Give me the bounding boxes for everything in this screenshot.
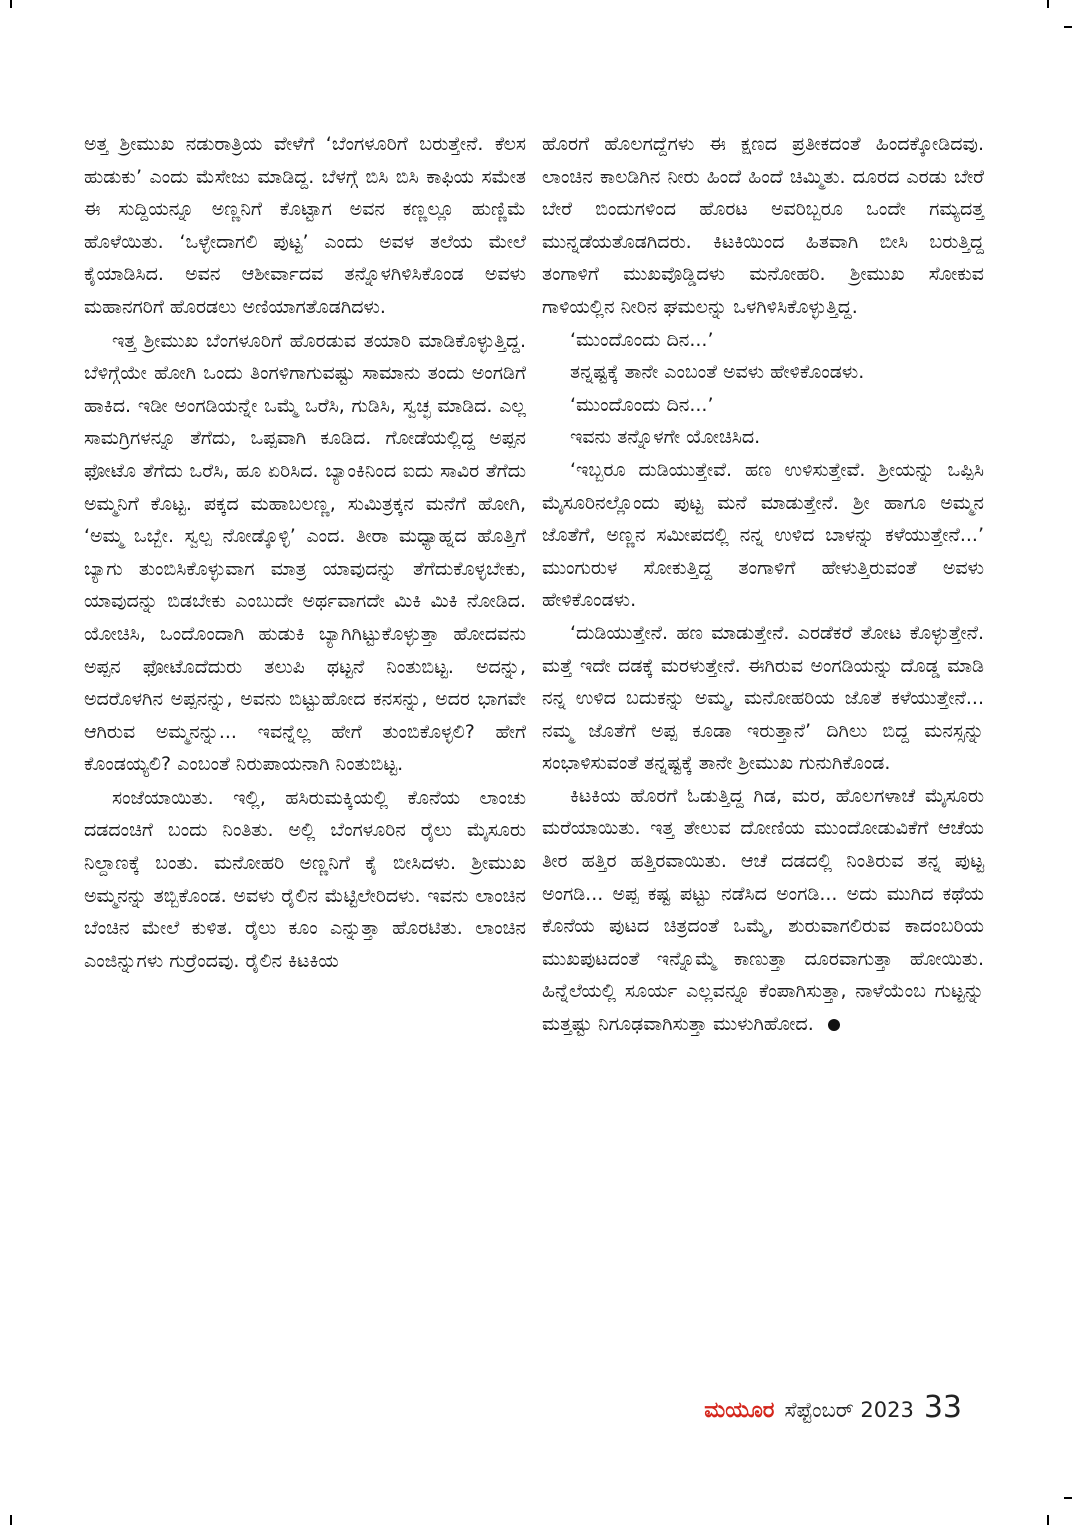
paragraph: ‘ದುಡಿಯುತ್ತೇನೆ. ಹಣ ಮಾಡುತ್ತೇನೆ. ಎರಡೆಕರೆ ತೋಟ ಕೊಳ್ಳುತ್ತೇನೆ. ಮತ್ತೆ ಇದೇ ದಡಕ್ಕೆ ಮರಳುತ್ತೇನೆ. ಈಗಿರುವ ಅಂಗಡಿಯನ್ನು ದೊಡ್ಡ ಮಾಡಿ ನನ್ನ ಉಳಿದ ಬದುಕನ್ನು ಅಮ್ಮ, ಮನೋಹರಿಯ ಜೊತೆ ಕಳೆಯುತ್ತೇನೆ... ನಮ್ಮ ಜೊತೆಗೆ ಅಪ್ಪ ಕೂಡಾ ಇರುತ್ತಾನೆ’ ದಿಗಿಲು ಬಿದ್ದ ಮನಸ್ಸನ್ನು ಸಂಭಾಳಿಸುವಂತೆ ತನ್ನಷ್ಟಕ್ಕೆ ತಾನೇ ಶ್ರೀಮುಖ ಗುನುಗಿಕೊಂಡ. [542, 621, 984, 775]
paragraph: ‘ಇಬ್ಬರೂ ದುಡಿಯುತ್ತೇವೆ. ಹಣ ಉಳಿಸುತ್ತೇವೆ. ಶ್ರೀಯನ್ನು ಒಪ್ಪಿಸಿ ಮೈಸೂರಿನಲ್ಲೊಂದು ಪುಟ್ಟ ಮನೆ ಮಾಡುತ್ತೇನೆ. ಶ್ರೀ ಹಾಗೂ ಅಮ್ಮನ ಜೊತೆಗೆ, ಅಣ್ಣನ ಸಮೀಪದಲ್ಲಿ ನನ್ನ ಉಳಿದ ಬಾಳನ್ನು ಕಳೆಯುತ್ತೇನೆ...’ ಮುಂಗುರುಳ ಸೋಕುತ್ತಿದ್ದ ತಂಗಾಳಿಗೆ ಹೇಳುತ್ತಿರುವಂತೆ ಅವಳು ಹೇಳಿಕೊಂಡಳು. [542, 458, 984, 612]
paragraph: ಸಂಜೆಯಾಯಿತು. ಇಲ್ಲಿ, ಹಸಿರುಮಕ್ಕಿಯಲ್ಲಿ ಕೊನೆಯ ಲಾಂಚು ದಡದಂಚಿಗೆ ಬಂದು ನಿಂತಿತು. ಅಲ್ಲಿ ಬೆಂಗಳೂರಿನ ರೈಲು ಮೈಸೂರು ನಿಲ್ದಾಣಕ್ಕೆ ಬಂತು. ಮನೋಹರಿ ಅಣ್ಣನಿಗೆ ಕೈ ಬೀಸಿದಳು. ಶ್ರೀಮುಖ ಅಮ್ಮನನ್ನು ತಬ್ಬಿಕೊಂಡ. ಅವಳು ರೈಲಿನ ಮೆಟ್ಟಿಲೇರಿದಳು. ಇವನು ಲಾಂಚಿನ ಬೆಂಚಿನ ಮೇಲೆ ಕುಳಿತ. ರೈಲು ಕೂಂ ಎನ್ನುತ್ತಾ ಹೊರಟಿತು. ಲಾಂಚಿನ ಎಂಜಿನ್ನುಗಳು ಗುರ್ರೆಂದವು. ರೈಲಿನ ಕಿಟಕಿಯ [84, 786, 526, 972]
magazine-name: ಮಯೂರ [704, 1398, 775, 1423]
paragraph: ಹೊರಗೆ ಹೊಲಗದ್ದೆಗಳು ಈ ಕ್ಷಣದ ಪ್ರತೀಕದಂತೆ ಹಿಂದಕ್ಕೋಡಿದವು. ಲಾಂಚಿನ ಕಾಲಡಿಗಿನ ನೀರು ಹಿಂದೆ ಹಿಂದೆ ಚಿಮ್ಮಿತು. ದೂರದ ಎರಡು ಬೇರೆ ಬೇರೆ ಬಿಂದುಗಳಿಂದ ಹೊರಟ ಅವರಿಬ್ಬರೂ ಒಂದೇ ಗಮ್ಯದತ್ತ ಮುನ್ನಡೆಯತೊಡಗಿದರು. ಕಿಟಕಿಯಿಂದ ಹಿತವಾಗಿ ಬೀಸಿ ಬರುತ್ತಿದ್ದ ತಂಗಾಳಿಗೆ ಮುಖವೊಡ್ಡಿದಳು ಮನೋಹರಿ. ಶ್ರೀಮುಖ ಸೋಕುವ ಗಾಳಿಯಲ್ಲಿನ ನೀರಿನ ಘಮಲನ್ನು ಒಳಗಿಳಿಸಿಕೊಳ್ಳುತ್ತಿದ್ದ. [542, 133, 984, 318]
crop-mark-bottom-right [1047, 1515, 1049, 1525]
crop-mark-top-left [10, 0, 12, 8]
crop-mark-bottom-left [10, 1515, 12, 1525]
paragraph: ತನ್ನಷ್ಟಕ್ಕೆ ತಾನೇ ಎಂಬಂತೆ ಅವಳು ಹೇಳಿಕೊಂಡಳು. [570, 361, 865, 384]
paragraph: ಇವನು ತನ್ನೊಳಗೇ ಯೋಚಿಸಿದ. [570, 426, 761, 449]
paragraph: ‘ಮುಂದೊಂದು ದಿನ...’ [570, 393, 714, 416]
crop-mark-top-right [1047, 0, 1049, 8]
issue-date: ಸೆಪ್ಟೆಂಬರ್ 2023 [784, 1398, 914, 1422]
left-text-column [84, 128, 526, 977]
crop-mark-right-lower [1064, 1497, 1072, 1499]
page-footer [704, 1390, 962, 1434]
right-text-column [542, 128, 984, 1041]
end-mark-bullet-icon [828, 1019, 840, 1031]
final-paragraph-text: ಕಿಟಕಿಯ ಹೊರಗೆ ಓಡುತ್ತಿದ್ದ ಗಿಡ, ಮರ, ಹೊಲಗಳಾಚೆ ಮೈಸೂರು ಮರೆಯಾಯಿತು. ಇತ್ತ ತೇಲುವ ದೋಣಿಯ ಮುಂದೋಡುವಿಕೆಗೆ ಆಚೆಯ ತೀರ ಹತ್ತಿರ ಹತ್ತಿರವಾಯಿತು. ಆಚೆ ದಡದಲ್ಲಿ ನಿಂತಿರುವ ತನ್ನ ಪುಟ್ಟ ಅಂಗಡಿ... ಅಪ್ಪ ಕಷ್ಟ ಪಟ್ಟು ನಡೆಸಿದ ಅಂಗಡಿ... ಅದು ಮುಗಿದ ಕಥೆಯ ಕೊನೆಯ ಪುಟದ ಚಿತ್ರದಂತೆ ಒಮ್ಮೆ, ಶುರುವಾಗಲಿರುವ ಕಾದಂಬರಿಯ ಮುಖಪುಟದಂತೆ ಇನ್ನೊಮ್ಮೆ ಕಾಣುತ್ತಾ ದೂರವಾಗುತ್ತಾ ಹೋಯಿತು. ಹಿನ್ನೆಲೆಯಲ್ಲಿ ಸೂರ್ಯ ಎಲ್ಲವನ್ನೂ ಕೆಂಪಾಗಿಸುತ್ತಾ, ನಾಳೆಯೆಂಬ ಗುಟ್ಟನ್ನು ಮತ್ತಷ್ಟು ನಿಗೂಢವಾಗಿಸುತ್ತಾ ಮುಳುಗಿಹೋದ. [542, 784, 984, 1036]
page-number: 33 [923, 1390, 962, 1425]
crop-mark-right-upper [1064, 26, 1072, 28]
paragraph: ‘ಮುಂದೊಂದು ದಿನ...’ [570, 328, 714, 351]
paragraph: ಅತ್ತ ಶ್ರೀಮುಖ ನಡುರಾತ್ರಿಯ ವೇಳೆಗೆ ‘ಬೆಂಗಳೂರಿಗೆ ಬರುತ್ತೇನೆ. ಕೆಲಸ ಹುಡುಕು’ ಎಂದು ಮೆಸೇಜು ಮಾಡಿದ್ದ. ಬೆಳಗ್ಗೆ ಬಿಸಿ ಬಿಸಿ ಕಾಫಿಯ ಸಮೇತ ಈ ಸುದ್ದಿಯನ್ನೂ ಅಣ್ಣನಿಗೆ ಕೊಟ್ಟಾಗ ಅವನ ಕಣ್ಣಲ್ಲೂ ಹುಣ್ಣಿಮೆ ಹೊಳೆಯಿತು. ‘ಒಳ್ಳೇದಾಗಲಿ ಪುಟ್ಟ’ ಎಂದು ಅವಳ ತಲೆಯ ಮೇಲೆ ಕೈಯಾಡಿಸಿದ. ಅವನ ಆಶೀರ್ವಾದವ ತನ್ನೊಳಗಿಳಿಸಿಕೊಂಡ ಅವಳು ಮಹಾನಗರಿಗೆ ಹೊರಡಲು ಅಣಿಯಾಗತೊಡಗಿದಳು. [84, 133, 526, 318]
final-paragraph [542, 780, 984, 1041]
paragraph: ಇತ್ತ ಶ್ರೀಮುಖ ಬೆಂಗಳೂರಿಗೆ ಹೊರಡುವ ತಯಾರಿ ಮಾಡಿಕೊಳ್ಳುತ್ತಿದ್ದ. ಬೆಳಿಗ್ಗೆಯೇ ಹೋಗಿ ಒಂದು ತಿಂಗಳಿಗಾಗುವಷ್ಟು ಸಾಮಾನು ತಂದು ಅಂಗಡಿಗೆ ಹಾಕಿದ. ಇಡೀ ಅಂಗಡಿಯನ್ನೇ ಒಮ್ಮೆ ಒರೆಸಿ, ಗುಡಿಸಿ, ಸ್ವಚ್ಛ ಮಾಡಿದ. ಎಲ್ಲ ಸಾಮಗ್ರಿಗಳನ್ನೂ ತೆಗೆದು, ಒಪ್ಪವಾಗಿ ಕೂಡಿದ. ಗೋಡೆಯಲ್ಲಿದ್ದ ಅಪ್ಪನ ಫೋಟೊ ತೆಗೆದು ಒರೆಸಿ, ಹೂ ಏರಿಸಿದ. ಬ್ಯಾಂಕಿನಿಂದ ಐದು ಸಾವಿರ ತೆಗೆದು ಅಮ್ಮನಿಗೆ ಕೊಟ್ಟ. ಪಕ್ಕದ ಮಹಾಬಲಣ್ಣ, ಸುಮಿತ್ರಕ್ಕನ ಮನೆಗೆ ಹೋಗಿ, ‘ಅಮ್ಮ ಒಬ್ಬೇ. ಸ್ವಲ್ಪ ನೋಡ್ಕೊಳ್ಳಿ’ ಎಂದ. ತೀರಾ ಮಧ್ಯಾಹ್ನದ ಹೊತ್ತಿಗೆ ಬ್ಯಾಗು ತುಂಬಿಸಿಕೊಳ್ಳುವಾಗ ಮಾತ್ರ ಯಾವುದನ್ನು ತೆಗೆದುಕೊಳ್ಳಬೇಕು, ಯಾವುದನ್ನು ಬಿಡಬೇಕು ಎಂಬುದೇ ಅರ್ಥವಾಗದೇ ಮಿಕಿ ಮಿಕಿ ನೋಡಿದ. ಯೋಚಿಸಿ, ಒಂದೊಂದಾಗಿ ಹುಡುಕಿ ಬ್ಯಾಗಿಗಿಟ್ಟುಕೊಳ್ಳುತ್ತಾ ಹೋದವನು ಅಪ್ಪನ ಫೋಟೊದೆದುರು ತಲುಪಿ ಥಟ್ಟನೆ ನಿಂತುಬಿಟ್ಟ. ಅದನ್ನು, ಅದರೊಳಗಿನ ಅಪ್ಪನನ್ನು, ಅವನು ಬಿಟ್ಟುಹೋದ ಕನಸನ್ನು, ಅದರ ಭಾಗವೇ ಆಗಿರುವ ಅಮ್ಮನನ್ನು... ಇವನ್ನೆಲ್ಲ ಹೇಗೆ ತುಂಬಿಕೊಳ್ಳಲಿ? ಹೇಗೆ ಕೊಂಡಯ್ಯಲಿ? ಎಂಬಂತೆ ನಿರುಪಾಯನಾಗಿ ನಿಂತುಬಿಟ್ಟ. [84, 329, 526, 776]
